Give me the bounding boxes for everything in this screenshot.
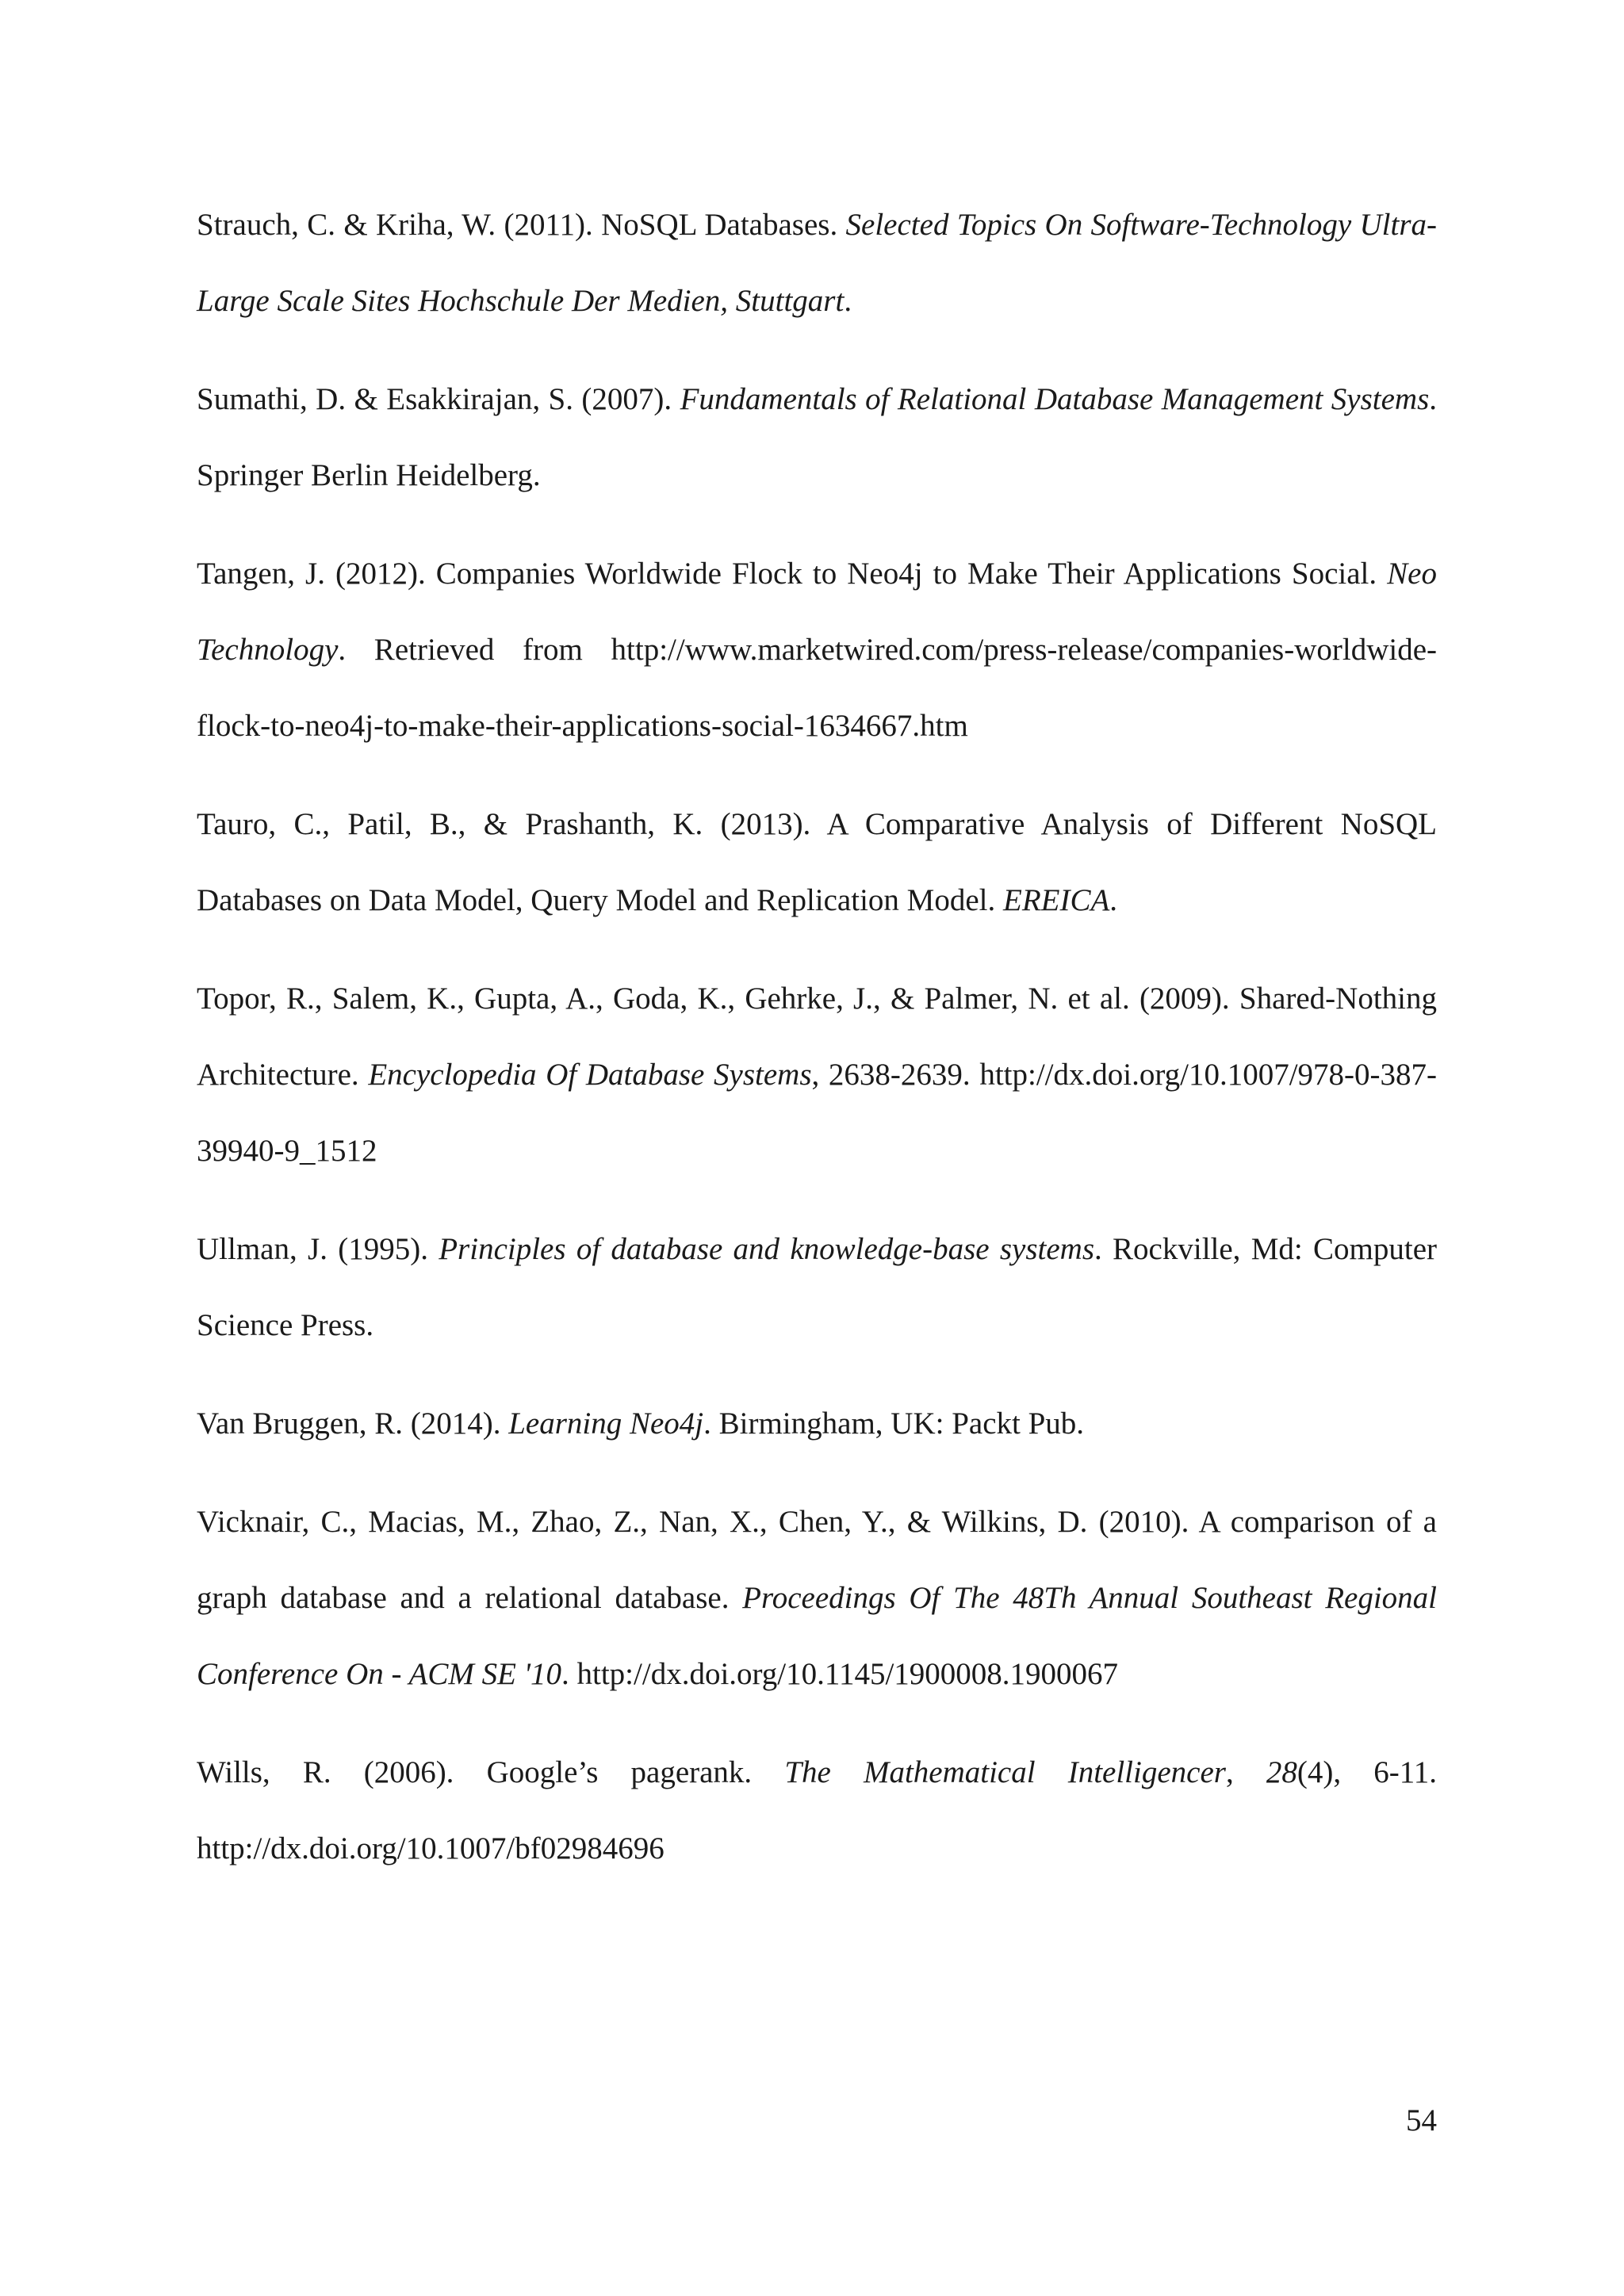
reference-entry: [197, 536, 1437, 764]
reference-text: Tauro, C., Patil, B., & Prashanth, K. (2013). A Comparative Analysis of Different NoSQL Databases on Data Model, Query Model and Replication Model.: [197, 807, 1437, 917]
reference-text: ,: [1225, 1755, 1266, 1789]
reference-title: The Mathematical Intelligencer: [784, 1755, 1226, 1789]
reference-entry: [197, 362, 1437, 514]
reference-entry: [197, 1484, 1437, 1712]
reference-title: Encyclopedia Of Database Systems: [368, 1058, 812, 1092]
reference-list: [197, 187, 1437, 1909]
reference-entry: [197, 786, 1437, 939]
reference-text: Tangen, J. (2012). Companies Worldwide Flock to Neo4j to Make Their Applications Social.: [197, 557, 1388, 591]
reference-title: Proceedings Of The 48Th Annual Southeast Regional Conference On - ACM SE '10: [197, 1581, 1437, 1691]
reference-text: (4), 6-11. http://dx.doi.org/10.1007/bf02984696: [197, 1755, 1437, 1866]
reference-text: . http://dx.doi.org/10.1145/1900008.1900067: [561, 1657, 1119, 1691]
reference-text: Strauch, C. & Kriha, W. (2011). NoSQL Databases.: [197, 208, 846, 242]
reference-entry: [197, 961, 1437, 1189]
reference-text: Van Bruggen, R. (2014).: [197, 1406, 509, 1441]
reference-text: Vicknair, C., Macias, M., Zhao, Z., Nan, X., Chen, Y., & Wilkins, D. (2010). A comparison of a graph database and a relational database.: [197, 1505, 1437, 1615]
reference-text: Sumathi, D. & Esakkirajan, S. (2007).: [197, 382, 680, 416]
reference-text: . Birmingham, UK: Packt Pub.: [703, 1406, 1085, 1441]
reference-text: Wills, R. (2006). Google’s pagerank.: [197, 1755, 785, 1789]
reference-text: . Rockville, Md: Computer Science Press.: [197, 1232, 1437, 1342]
reference-title: EREICA: [1003, 883, 1110, 917]
reference-title: Fundamentals of Relational Database Management Systems: [680, 382, 1430, 416]
reference-entry: [197, 1211, 1437, 1364]
reference-text: Ullman, J. (1995).: [197, 1232, 439, 1266]
reference-title: Selected Topics On Software-Technology Ultra-Large Scale Sites Hochschule Der Medien, Stuttgart: [197, 208, 1437, 318]
reference-text: .: [844, 284, 852, 318]
reference-text: . Retrieved from http://www.marketwired.com/press-release/companies-worldwide-flock-to-neo4j-to-make-their-applications-social-1634667.htm: [197, 633, 1437, 743]
reference-volume: 28: [1266, 1755, 1297, 1789]
reference-entry: [197, 187, 1437, 339]
reference-text: .: [1109, 883, 1118, 917]
reference-text: Topor, R., Salem, K., Gupta, A., Goda, K., Gehrke, J., & Palmer, N. et al. (2009). Shared-Nothing Architecture.: [197, 982, 1437, 1092]
reference-text: , 2638-2639. http://dx.doi.org/10.1007/978-0-387-39940-9_1512: [197, 1058, 1438, 1168]
reference-entry: [197, 1735, 1437, 1887]
reference-text: . Springer Berlin Heidelberg.: [197, 382, 1437, 492]
reference-title: Learning Neo4j: [508, 1406, 704, 1441]
reference-entry: [197, 1386, 1437, 1462]
page-number: 54: [1406, 2103, 1437, 2137]
reference-title: Neo Technology: [197, 557, 1437, 667]
reference-title: Principles of database and knowledge-base systems: [439, 1232, 1095, 1266]
